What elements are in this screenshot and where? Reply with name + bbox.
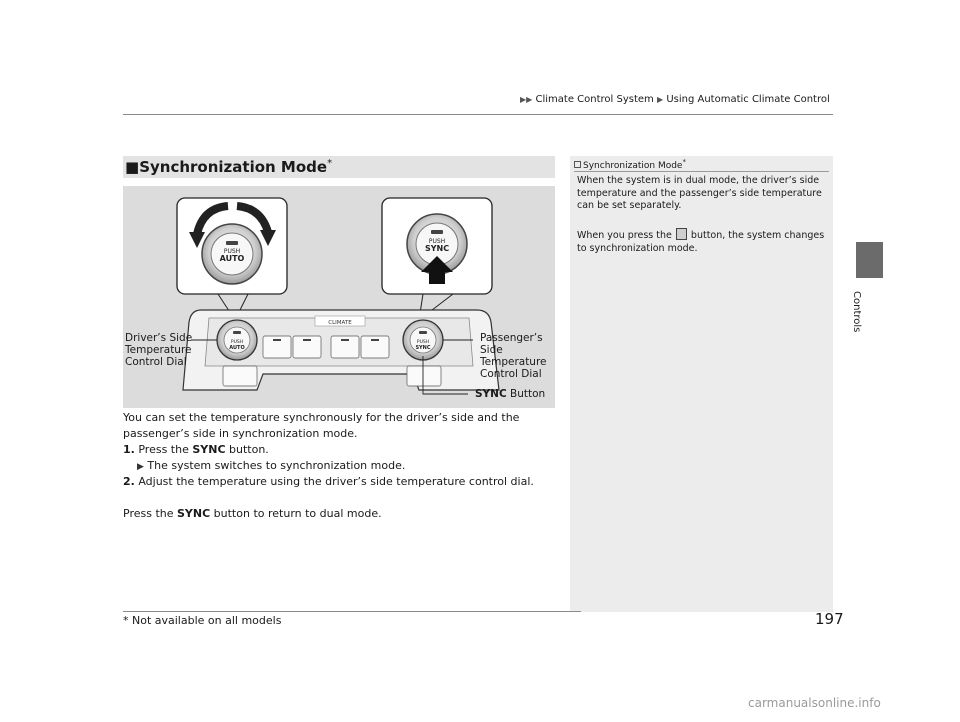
panel-climate-text: CLIMATE [328,320,352,326]
step-1: 1. Press the SYNC button. [123,443,269,456]
intro-paragraph: You can set the temperature synchronously for the driver’s side and the passenger’s side in synchronization mode. [123,411,520,440]
driver-dial-auto-text: AUTO [219,254,245,263]
note-bullet-icon [574,161,581,168]
section-title-mark: * [327,158,333,169]
breadcrumb [520,94,830,105]
page-number: 197 [815,610,844,628]
step-1-result: ▶ The system switches to synchronization mode. [137,459,406,472]
svg-text:PUSH: PUSH [416,340,430,345]
step-2: 2. Adjust the temperature using the driver’s side temperature control dial. [123,475,534,488]
svg-text:SYNC: SYNC [415,345,431,351]
section-heading [123,156,555,178]
passenger-dial-label: Passenger’s Side Temperature Control Dial [480,332,547,380]
breadcrumb-item-climate[interactable]: Climate Control System [535,94,654,105]
footer-divider [123,611,581,612]
svg-text:PUSH: PUSH [230,340,244,345]
section-title: Synchronization Mode [139,158,328,176]
sync-button-label: SYNC Button [475,388,546,400]
svg-text:PUSH: PUSH [428,238,446,245]
breadcrumb-arrow-icon: ▶▶ [520,95,533,104]
sync-button-icon [676,228,687,240]
footnote: * Not available on all models [123,614,282,627]
return-instruction: Press the SYNC button to return to dual mode. [123,507,382,520]
climate-panel-figure [123,186,555,408]
watermark: carmanualsonline.info [748,696,881,710]
section-bullet-icon: ■ [125,158,140,176]
note-paragraph-dual-mode: When the system is in dual mode, the driver’s side temperature and the passenger’s side temperature can be set separately. [577,175,822,211]
note-paragraph-sync: When you press the button, the system changes to synchronization mode. [577,230,825,254]
note-sidebar [570,156,833,612]
result-arrow-icon: ▶ [137,462,144,472]
driver-seat-heater-button[interactable] [223,366,257,386]
driver-dial-push-text: PUSH [223,248,241,255]
breadcrumb-item-automatic[interactable]: Using Automatic Climate Control [666,94,830,105]
svg-text:AUTO: AUTO [229,345,245,351]
header-divider [123,114,833,115]
breadcrumb-arrow-icon: ▶ [656,95,664,104]
note-title: Synchronization Mode* [574,158,686,171]
passenger-seat-heater-button[interactable] [407,366,441,386]
passenger-dial-sync-text: SYNC [424,244,450,253]
note-divider [574,171,829,172]
chapter-label: Controls [851,291,862,333]
driver-dial-label: Driver’s Side Temperature Control Dial [125,332,193,368]
chapter-tab [856,242,883,278]
